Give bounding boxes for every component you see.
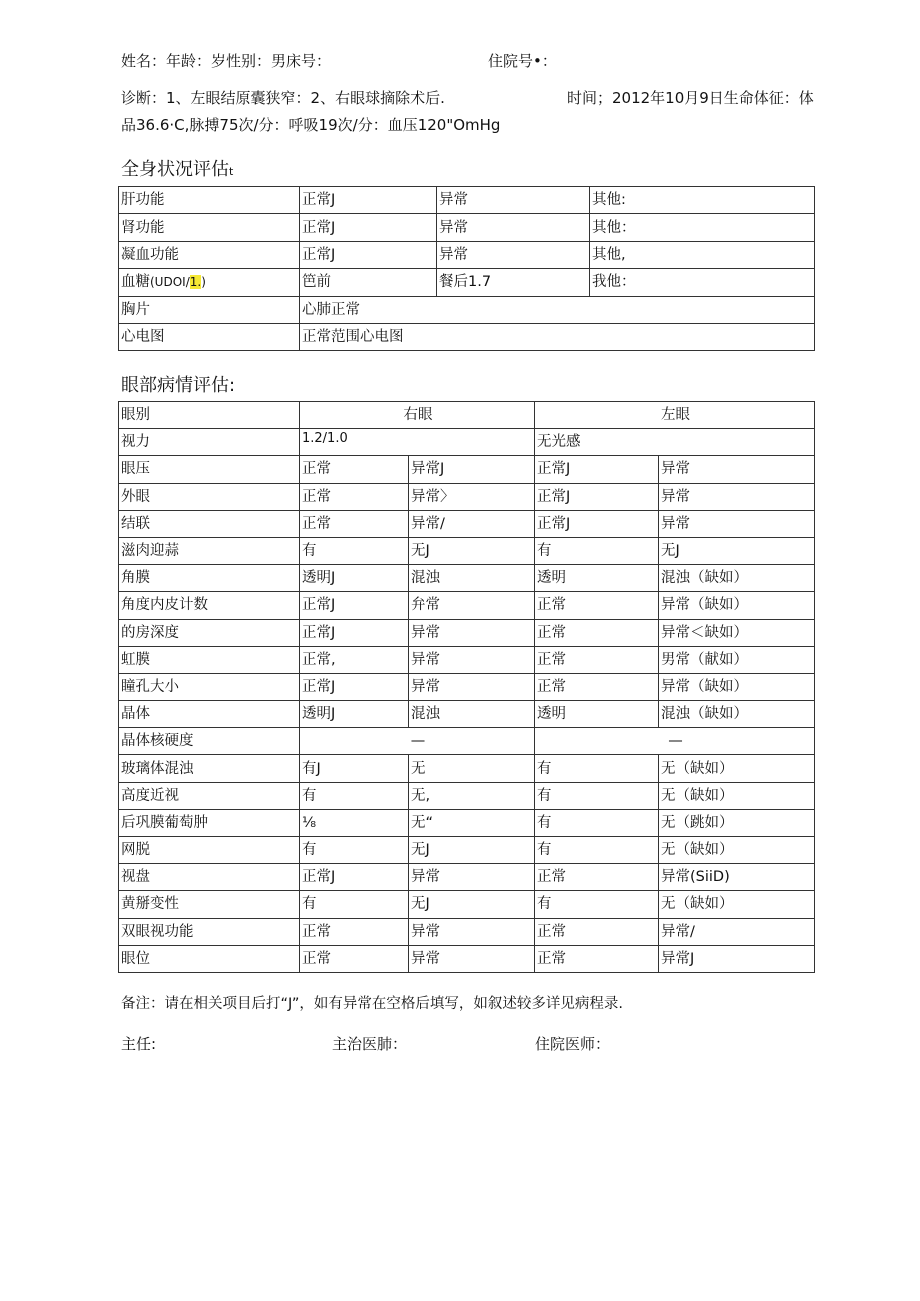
row-label: 后巩膜葡萄肿 [119,809,300,836]
right-eye-cell: 有J [300,755,409,782]
row-label-glucose [119,269,300,296]
row-label: 网脱 [119,837,300,864]
table-row [119,269,815,296]
left-eye-cell: 透明 [535,701,659,728]
left-eye-cell: 正常J [535,483,659,510]
left-eye-cell: 异常（缺如） [659,592,815,619]
left-eye-cell: 异常 [659,510,815,537]
left-eye-cell: 有 [535,809,659,836]
row-label: 眼别 [119,402,300,429]
left-eye-cell: 无（跳如） [659,809,815,836]
cell: 异常 [437,241,590,268]
table-row [119,565,815,592]
left-eye-cell: 有 [535,782,659,809]
row-label: 视盘 [119,864,300,891]
vitals: 品36.6·C,脉搏75次/分：呼吸19次/分：血压120"OmHg [121,116,501,134]
glucose-unit-post: ) [201,275,206,290]
eye-rows-b [119,755,815,973]
row-label: 角膜 [119,565,300,592]
right-eye-cell: 正常 [300,945,409,972]
glucose-label: 血糖 [121,274,150,291]
left-eye-cell: 异常＜缺如） [659,619,815,646]
table-row [119,945,815,972]
table-row [119,646,815,673]
cell: 异常 [437,214,590,241]
cell: 正常J [300,187,437,214]
left-eye-cell: 异常 [659,456,815,483]
cell: 其他: [590,187,815,214]
table-row [119,701,815,728]
left-eye-cell: 有 [535,537,659,564]
right-eye-cell: 正常J [300,673,409,700]
right-eye-cell: 透明J [300,701,409,728]
cell: 笆前 [300,269,437,296]
director-sign: 主任: [121,1035,157,1053]
right-eye-cell: 异常 [409,619,535,646]
right-eye-cell: ⅛ [300,809,409,836]
right-eye-cell: 异常/ [409,510,535,537]
table-row [119,728,815,755]
left-hardness: — [535,728,815,755]
right-hardness: — [300,728,535,755]
left-eye-cell: 无J [659,537,815,564]
left-eye-cell: 无（缺如） [659,837,815,864]
left-eye-cell: 无（缺如） [659,755,815,782]
row-label: 结联 [119,510,300,537]
glucose-unit-pre: (UDOI/ [150,275,190,290]
row-label: 滋肉迎蒜 [119,537,300,564]
left-eye-cell: 透明 [535,565,659,592]
general-title [121,155,233,181]
row-label: 晶体 [119,701,300,728]
table-row [119,241,815,268]
table-row [119,809,815,836]
cell: 其他： [590,214,815,241]
cell: 正常J [300,241,437,268]
right-eye-cell: 异常 [409,673,535,700]
table-row [119,483,815,510]
table-row [119,323,815,350]
right-eye-cell: 混浊 [409,565,535,592]
row-label: 双眼视功能 [119,918,300,945]
table-row [119,510,815,537]
cell: 心肺正常 [300,296,815,323]
table-row [119,402,815,429]
right-vision: 1.2/1.0 [300,429,535,456]
table-row [119,891,815,918]
right-eye-cell: 正常 [300,456,409,483]
left-eye-cell: 无（缺如） [659,782,815,809]
right-eye-cell: 异常〉 [409,483,535,510]
row-label: 晶体核硬度 [119,728,300,755]
general-title-suffix: t [229,165,234,178]
row-label: 角度内皮计数 [119,592,300,619]
left-eye-cell: 男常（献如） [659,646,815,673]
right-eye-cell: 异常 [409,646,535,673]
right-eye-cell: 无J [409,891,535,918]
right-eye-cell: 无, [409,782,535,809]
table-row [119,592,815,619]
general-title-text: 全身状况评估 [121,159,229,180]
left-eye-cell: 有 [535,755,659,782]
left-eye-cell: 正常 [535,592,659,619]
right-eye-cell: 有 [300,837,409,864]
left-eye-cell: 正常 [535,945,659,972]
cell: 餐后1.7 [437,269,590,296]
left-eye-cell: 异常(SiiD) [659,864,815,891]
left-eye-cell: 正常 [535,864,659,891]
eye-assessment-table [118,401,815,973]
left-vision: 无光感 [535,429,815,456]
row-label: 虹膜 [119,646,300,673]
table-row [119,619,815,646]
table-row [119,429,815,456]
table-row [119,673,815,700]
row-label: 的房深度 [119,619,300,646]
right-eye-cell: 正常J [300,592,409,619]
right-eye-cell: 异常J [409,456,535,483]
table-row [119,864,815,891]
row-label: 胸片 [119,296,300,323]
glucose-unit-highlight: 1. [189,275,202,290]
left-eye-cell: 正常J [535,456,659,483]
table-row [119,214,815,241]
row-label: 玻璃体混浊 [119,755,300,782]
right-eye-cell: 异常 [409,945,535,972]
eye-title: 眼部病情评估: [121,375,236,396]
admission-number: 住院号•： [488,52,557,70]
right-eye-cell: 无“ [409,809,535,836]
cell: 其他, [590,241,815,268]
row-label: 肾功能 [119,214,300,241]
row-label: 外眼 [119,483,300,510]
table-row [119,187,815,214]
table-row [119,837,815,864]
resident-sign: 住院医师： [535,1035,611,1053]
right-eye-cell: 无J [409,837,535,864]
row-label: 眼压 [119,456,300,483]
left-eye-cell: 正常 [535,673,659,700]
right-eye-cell: 无 [409,755,535,782]
left-eye-cell: 正常J [535,510,659,537]
right-eye-cell: 无J [409,537,535,564]
right-eye-cell: 有 [300,891,409,918]
right-eye-cell: 异常 [409,918,535,945]
row-label: 肝功能 [119,187,300,214]
right-eye-cell: 透明J [300,565,409,592]
cell: 异常 [437,187,590,214]
left-eye-cell: 正常 [535,646,659,673]
left-eye-cell: 正常 [535,619,659,646]
left-eye-cell: 有 [535,837,659,864]
left-eye-cell: 有 [535,891,659,918]
patient-info-line: 姓名：年龄：岁性别：男床号： [121,52,332,70]
left-eye-cell: 异常 [659,483,815,510]
right-eye-cell: 有 [300,782,409,809]
right-eye-cell: 有 [300,537,409,564]
right-eye-cell: 正常 [300,510,409,537]
row-label: 凝血功能 [119,241,300,268]
left-eye-cell: 混浊（缺如） [659,701,815,728]
row-label: 心电图 [119,323,300,350]
general-assessment-table [118,186,815,351]
table-row [119,296,815,323]
left-eye-cell: 异常J [659,945,815,972]
diagnosis: 诊断：1、左眼结原囊狭窄：2、右眼球摘除术后. [121,89,445,107]
table-row [119,456,815,483]
left-eye-cell: 无（缺如） [659,891,815,918]
row-label: 黄掰变性 [119,891,300,918]
left-eye-cell: 混浊（缺如） [659,565,815,592]
left-eye-cell: 正常 [535,918,659,945]
right-eye-cell: 正常J [300,864,409,891]
right-eye-cell: 异常 [409,864,535,891]
footer-note: 备注：请在相关项目后打“J”，如有异常在空格后填写，如叙述较多详见病程录. [121,996,623,1012]
row-label: 高度近视 [119,782,300,809]
left-eye-cell: 异常/ [659,918,815,945]
eye-rows-a [119,456,815,728]
row-label: 瞳孔大小 [119,673,300,700]
right-eye-header: 右眼 [300,402,535,429]
table-row [119,782,815,809]
cell: 正常J [300,214,437,241]
time-vitals: 时间；2012年10月9日生命体征：体 [567,89,814,107]
left-eye-cell: 异常（缺如） [659,673,815,700]
cell: 我他： [590,269,815,296]
row-label: 眼位 [119,945,300,972]
row-label: 视力 [119,429,300,456]
table-row [119,537,815,564]
right-eye-cell: 正常J [300,619,409,646]
cell: 正常范围心电图 [300,323,815,350]
right-eye-cell: 正常 [300,918,409,945]
table-row [119,755,815,782]
right-eye-cell: 混浊 [409,701,535,728]
table-row [119,918,815,945]
right-eye-cell: 弁常 [409,592,535,619]
attending-sign: 主治医肺： [332,1035,408,1053]
right-eye-cell: 正常 [300,483,409,510]
left-eye-header: 左眼 [535,402,815,429]
right-eye-cell: 正常, [300,646,409,673]
